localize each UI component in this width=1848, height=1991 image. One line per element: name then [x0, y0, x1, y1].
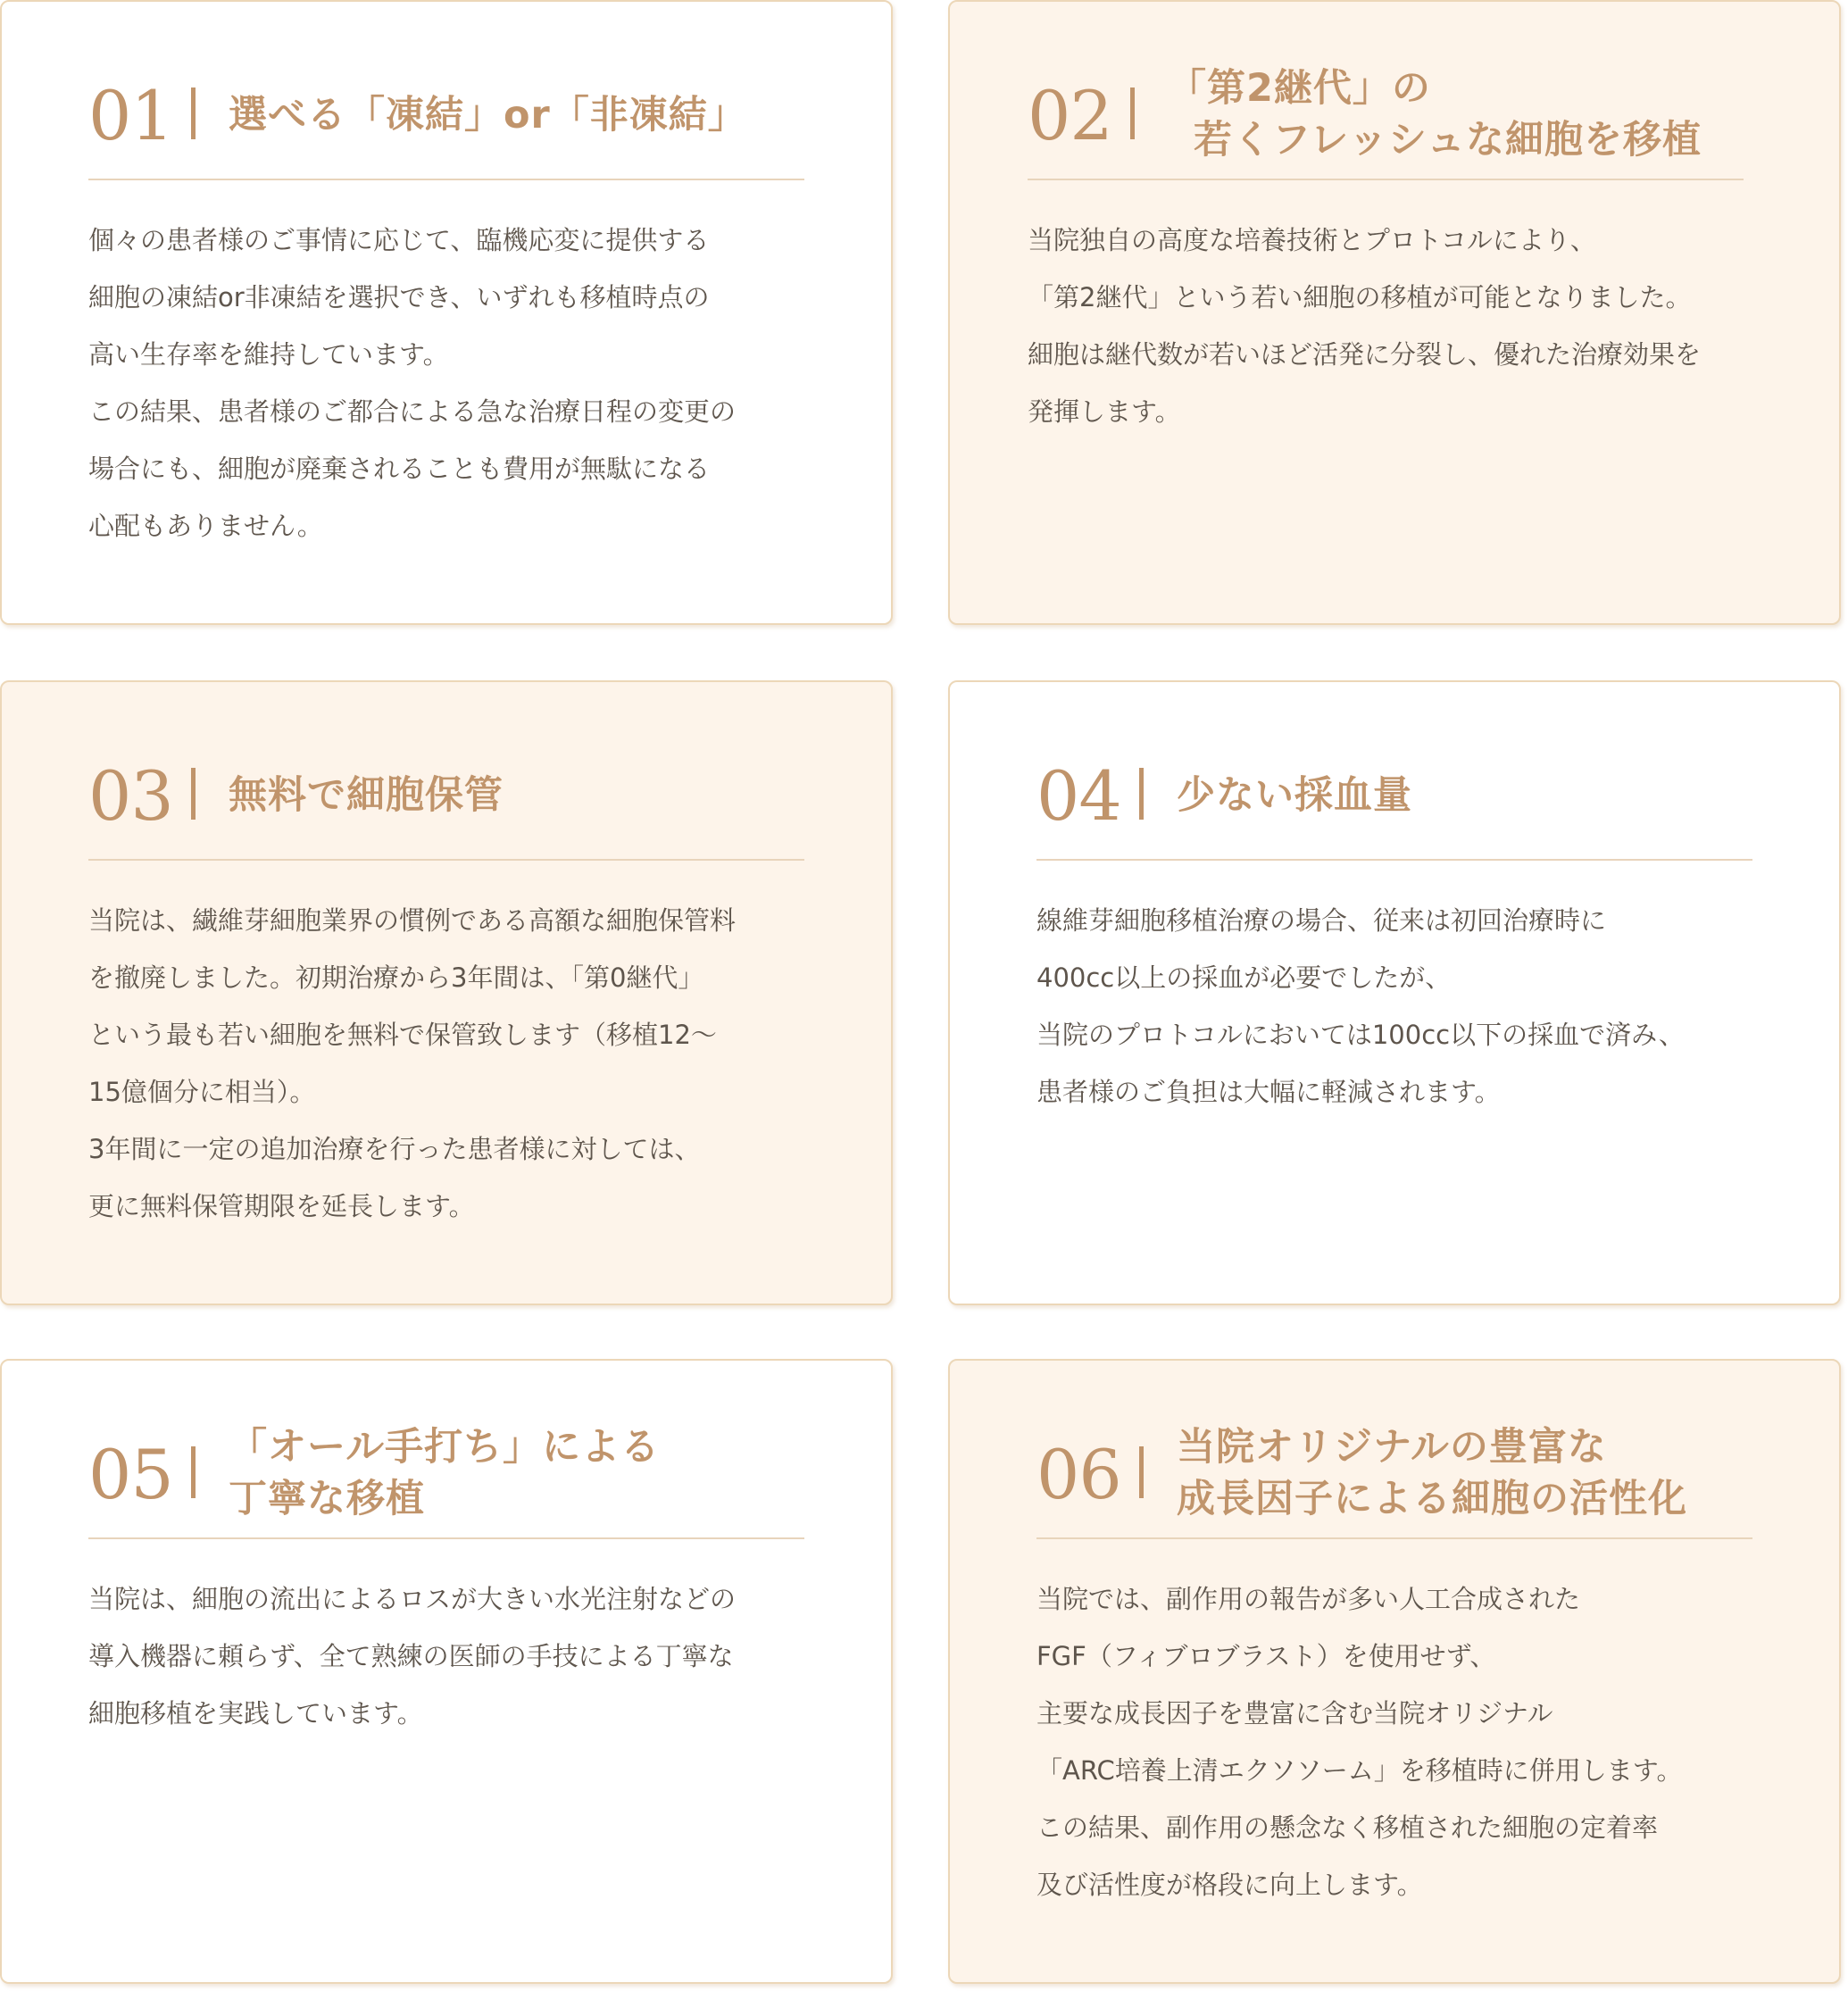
card-body-line: 高い生存率を維持しています。 — [88, 339, 449, 370]
card-body-line: 当院では、副作用の報告が多い人工合成された — [1036, 1584, 1581, 1614]
card-header — [1028, 54, 1744, 180]
card-title — [229, 770, 504, 821]
card-body-line: 細胞移植を実践しています。 — [88, 1698, 423, 1729]
card-body-line: 当院は、細胞の流出によるロスが大きい水光注射などの — [88, 1584, 737, 1614]
card-body — [88, 1570, 837, 1742]
card-body — [1036, 1570, 1786, 1913]
card-number: 03 — [88, 756, 173, 836]
card-title-line: 「オール手打ち」による — [229, 1425, 661, 1470]
card-number: 01 — [88, 76, 173, 155]
card-body-line: 細胞は継代数が若いほど活発に分裂し、優れた治療効果を — [1028, 339, 1702, 370]
card-body — [88, 212, 837, 554]
feature-card-01 — [0, 0, 893, 625]
card-body-line: 導入機器に頼らず、全て熟練の医師の手技による丁寧な — [88, 1641, 734, 1671]
card-body — [1036, 892, 1786, 1120]
card-title-line: 選べる「凍結」or「非凍結」 — [229, 93, 747, 137]
card-body-line: この結果、副作用の懸念なく移植された細胞の定着率 — [1036, 1812, 1659, 1843]
card-title-line: 丁寧な移植 — [229, 1477, 425, 1521]
card-body-line: 400cc以上の採血が必要でしたが、 — [1036, 962, 1452, 993]
card-title-line: 成長因子による細胞の活性化 — [1177, 1477, 1687, 1521]
card-title-line: 無料で細胞保管 — [229, 773, 504, 818]
card-number: 04 — [1036, 756, 1121, 836]
card-header — [88, 1412, 804, 1539]
card-title — [1177, 770, 1412, 821]
divider-bar — [1139, 1446, 1144, 1498]
card-header — [1036, 1412, 1752, 1539]
card-body-line: この結果、患者様のご都合による急な治療日程の変更の — [88, 396, 737, 427]
divider-bar — [191, 87, 196, 139]
card-body-line: 細胞の凍結or非凍結を選択でき、いずれも移植時点の — [88, 282, 710, 312]
card-body-line: 個々の患者様のご事情に応じて、臨機応変に提供する — [88, 225, 710, 255]
card-body-line: 線維芽細胞移植治療の場合、従来は初回治療時に — [1036, 905, 1607, 936]
card-body-line: 3年間に一定の追加治療を行った患者様に対しては、 — [88, 1134, 701, 1164]
card-body-line: 場合にも、細胞が廃棄されることも費用が無駄になる — [88, 454, 711, 484]
card-body-line: 当院は、繊維芽細胞業界の慣例である高額な細胞保管料 — [88, 905, 737, 936]
card-body-line: FGF（フィブロブラスト）を使用せず、 — [1036, 1641, 1496, 1671]
feature-card-05 — [0, 1359, 893, 1984]
card-title — [229, 89, 747, 141]
card-title-line: 若くフレッシュな細胞を移植 — [1194, 118, 1702, 162]
card-header — [88, 54, 804, 180]
feature-card-06 — [948, 1359, 1841, 1984]
card-number: 02 — [1028, 76, 1112, 155]
card-body-line: 発揮します。 — [1028, 396, 1181, 427]
card-body-line: 「第2継代」という若い細胞の移植が可能となりました。 — [1028, 282, 1692, 312]
feature-card-02 — [948, 0, 1841, 625]
card-body-line: という最も若い細胞を無料で保管致します（移植12〜 — [88, 1020, 717, 1050]
card-body-line: 当院のプロトコルにおいては100cc以下の採血で済み、 — [1036, 1020, 1685, 1050]
divider-bar — [1130, 87, 1135, 139]
card-title — [1168, 62, 1702, 166]
card-body-line: 15億個分に相当）。 — [88, 1077, 316, 1107]
divider-bar — [191, 768, 196, 820]
card-title-line: 「第2継代」の — [1168, 66, 1431, 111]
card-body-line: 及び活性度が格段に向上します。 — [1036, 1870, 1423, 1900]
divider-bar — [191, 1446, 196, 1498]
card-body-line: 更に無料保管期限を延長します。 — [88, 1191, 475, 1221]
card-body — [88, 892, 837, 1235]
card-body-line: 当院独自の高度な培養技術とプロトコルにより、 — [1028, 225, 1596, 255]
card-title-line: 少ない採血量 — [1177, 773, 1412, 818]
card-title — [229, 1421, 660, 1525]
card-body-line: 患者様のご負担は大幅に軽減されます。 — [1036, 1077, 1501, 1107]
card-header — [1036, 734, 1752, 861]
divider-bar — [1139, 768, 1144, 820]
card-title-line: 当院オリジナルの豊富な — [1177, 1425, 1607, 1470]
card-body-line: を撤廃しました。初期治療から3年間は、「第0継代」 — [88, 962, 704, 993]
card-header — [88, 734, 804, 861]
feature-card-04 — [948, 680, 1841, 1305]
card-number: 06 — [1036, 1435, 1121, 1514]
feature-card-03 — [0, 680, 893, 1305]
card-body — [1028, 212, 1786, 440]
card-body-line: 心配もありません。 — [88, 511, 323, 541]
card-body-line: 「ARC培養上清エクソソーム」を移植時に併用します。 — [1036, 1755, 1683, 1786]
card-body-line: 主要な成長因子を豊富に含む当院オリジナル — [1036, 1698, 1553, 1729]
card-title — [1177, 1421, 1687, 1525]
card-number: 05 — [88, 1435, 173, 1514]
